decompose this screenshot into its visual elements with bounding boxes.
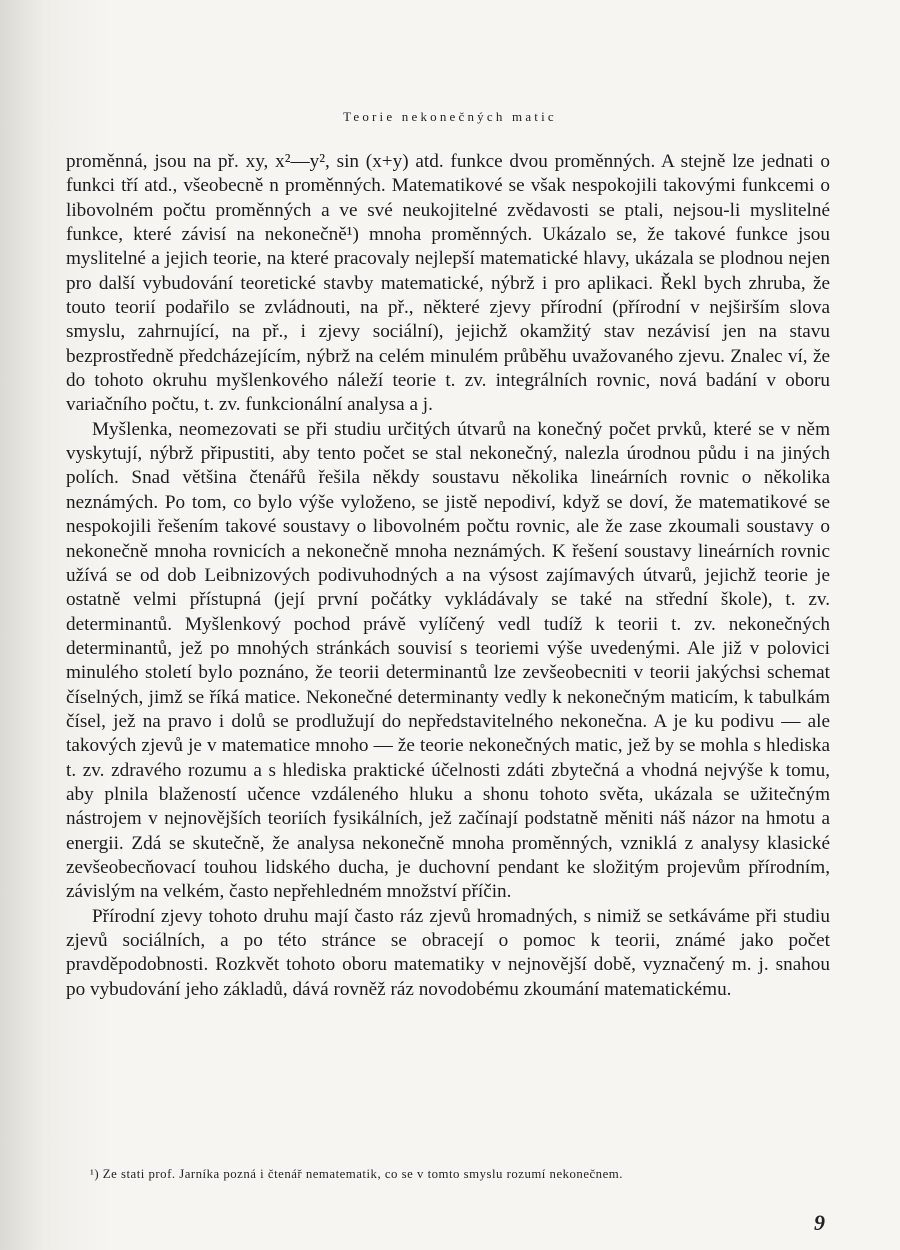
running-head: Teorie nekonečných matic [343,109,557,124]
paragraph-2: Myšlenka, neomezovati se při studiu určitých útvarů na konečný počet prvků, které se v něm vyskytují, nýbrž připustiti, aby tento počet se stal nekonečný, nalezla úrodnou půdu i na jiných polích. Snad většina čtenářů řešila někdy soustavu několika lineárních rovnic o několika neznámých. Po tom, co bylo výše vyloženo, se jistě nepodiví, když se doví, že matematikové se nespokojili řešením takové soustavy o libovolném počtu rovnic, ale že zase zkoumali soustavy o nekonečně mnoha rovnicích a nekonečně mnoha neznámých. K řešení soustavy lineárních rovnic užívá se od dob Leibnizových podivuhodných a na výsost zajímavých útvarů, jejichž teorie je ostatně velmi přístupná (její první počátky vykládávaly se také na střední škole), t. zv. determinantů. Myšlenkový pochod právě vylíčený vedl tudíž k teorii t. zv. nekonečných determinantů, jež po mnohých stránkách souvisí s teoriemi výše uvedenými. Ale již v polovici minulého století bylo poznáno, že teorii determinantů lze zevšeobecniti v teorii jakýchsi schemat číselných, jimž se říká matice. Nekonečné determinanty vedly k nekonečným maticím, k tabulkám čísel, jež na pravo i dolů se prodlužují do nepředstavitelného nekonečna. A je ku podivu — ale takových zjevů je v matematice mnoho — že teorie nekonečných matic, jež by se mohla s hlediska t. zv. zdravého rozumu a s hlediska praktické účelnosti zdáti zbytečná a vhodná nejvýše k tomu, aby plnila blažeností učence vzdáleného hluku a shonu tohoto světa, ukázala se užitečným nástrojem v nejnovějších teoriích fysikálních, jež začínají podstatně měniti náš názor na hmotu a energii. Zdá se skutečně, že analysa nekonečně mnoha proměnných, vzniklá z analysy klasické zevšeobecňovací touhou lidského ducha, je duchovní pendant ke složitým projevům přírodním, závislým na velkém, často nepřehledném množství příčin. [66,418,830,903]
paragraph-1: proměnná, jsou na př. xy, x²—y², sin (x+y) atd. funkce dvou proměnných. A stejně lze jednati o funkci tří atd., všeobecně n proměnných. Matematikové se však nespokojili takovými funkcemi o libovolném počtu proměnných a ve své neukojitelné zvědavosti se ptali, nejsou-li myslitelné funkce, které závisí na nekonečně¹) mnoha proměnných. Ukázalo se, že takové funkce jsou myslitelné a jejich teorie, na které pracovaly nejlepší matematické hlavy, ukázala se plodnou nejen pro další vybudování teoretické stavby matematické, nýbrž i pro aplikaci. Řekl bych zhruba, že touto teorií podařilo se zvládnouti, na př., některé zjevy přírodní (přírodní v nejširším slova smyslu, zahrnující, na př., i zjevy sociální), jejichž okamžitý stav nezávisí jen na stavu bezprostředně předcházejícím, nýbrž na celém minulém průběhu uvažovaného zjevu. Znalec ví, že do tohoto okruhu myšlenkového náleží teorie t. zv. integrálních rovnic, nová badání v oboru variačního počtu, t. zv. funkcionální analysa a j. [66,151,830,416]
body-text [66,150,830,1002]
paragraph-3: Přírodní zjevy tohoto druhu mají často ráz zjevů hromadných, s nimiž se setkáváme při studiu zjevů sociálních, a po této stránce se obracejí o pomoc k teorii, známé jako počet pravděpodobnosti. Rozkvět tohoto oboru matematiky v nejnovější době, vyznačený m. j. snahou po vybudování jeho základů, dává rovněž ráz novodobému zkoumání matematickému. [66,905,830,1000]
page-number: 9 [814,1210,825,1235]
footnote: ¹) Ze stati prof. Jarníka pozná i čtenář nematematik, co se v tomto smyslu rozumí nekonečnem. [90,1167,623,1181]
